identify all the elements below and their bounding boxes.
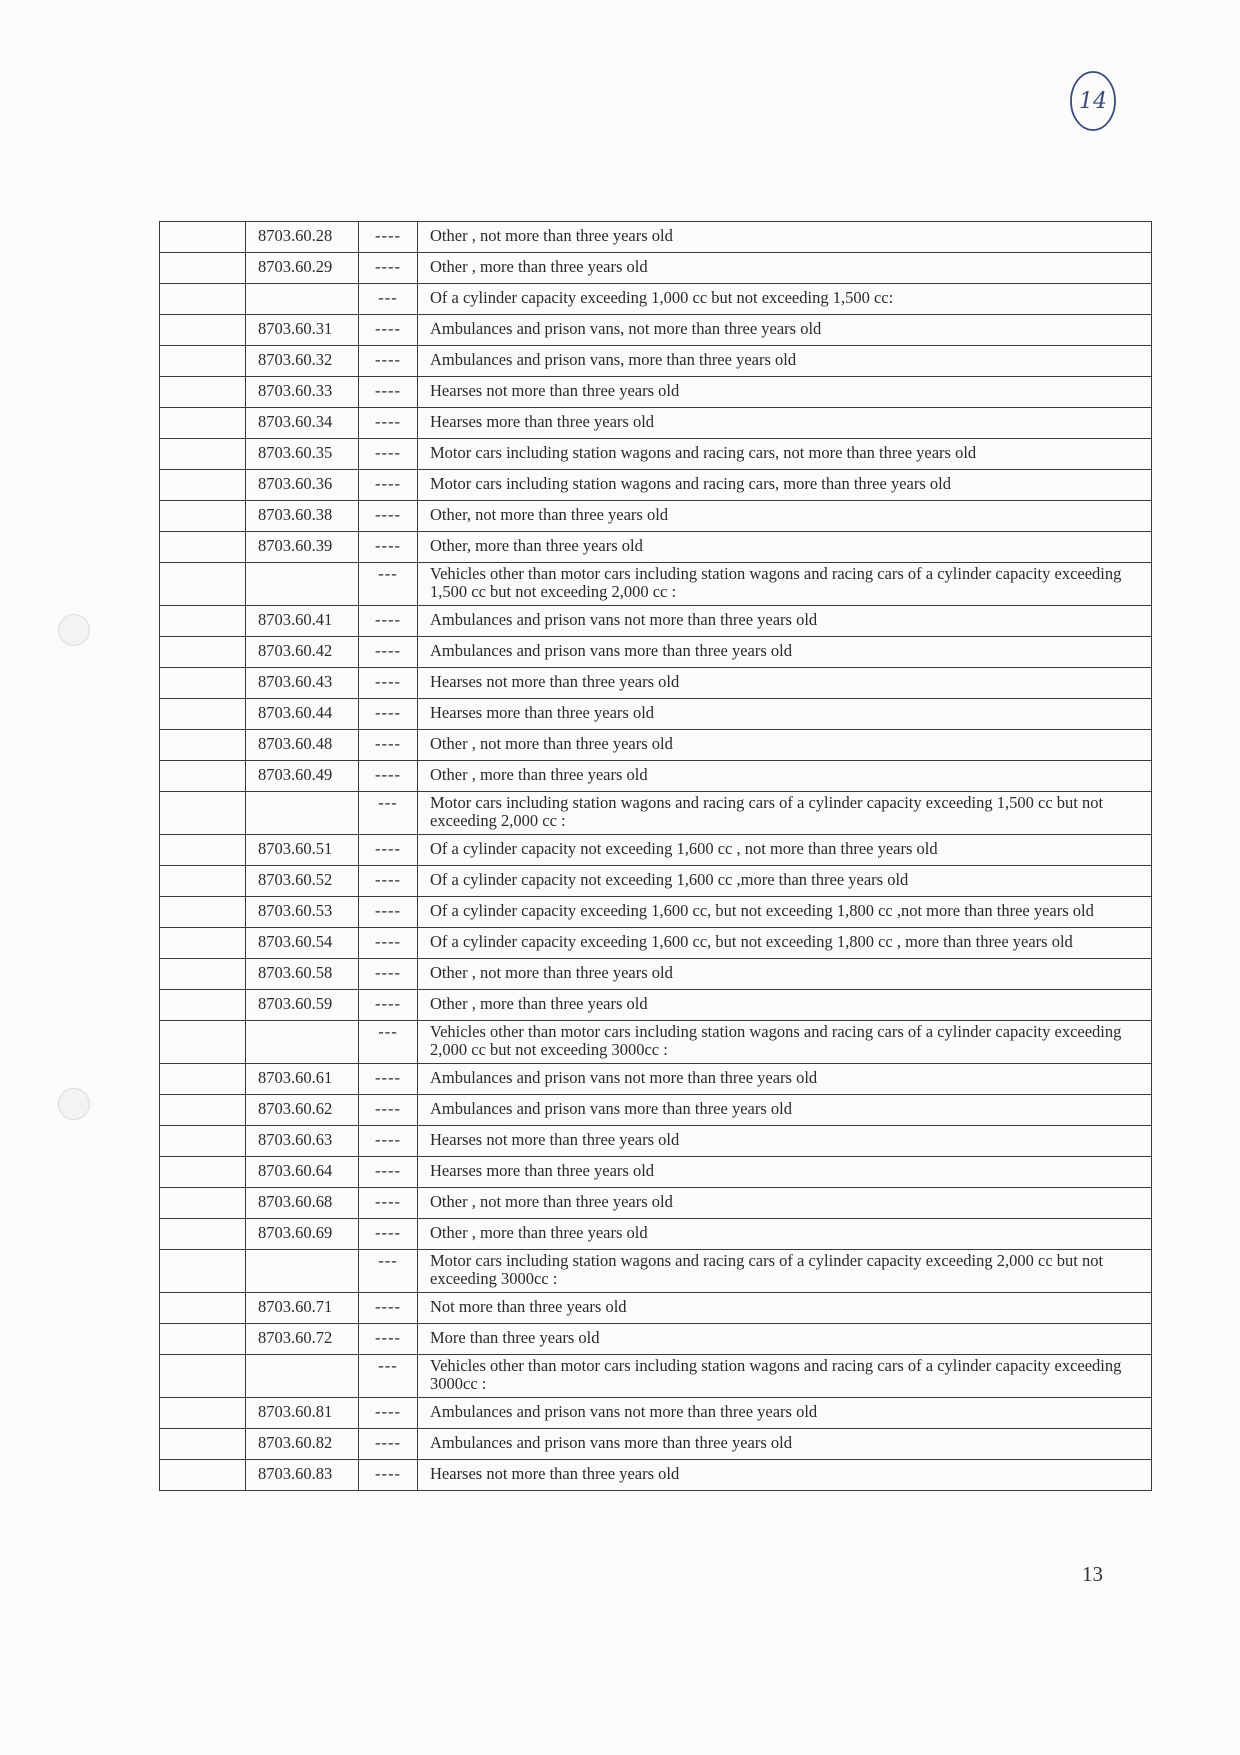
table-row <box>160 346 1152 377</box>
tariff-code-cell: 8703.60.54 <box>246 928 359 959</box>
dash-cell: ---- <box>359 761 418 792</box>
dash-cell: --- <box>359 563 418 606</box>
description-cell: Ambulances and prison vans not more than three years old <box>418 1064 1152 1095</box>
table-row <box>160 866 1152 897</box>
blank-cell <box>160 1157 246 1188</box>
tariff-code-cell <box>246 563 359 606</box>
dash-cell: ---- <box>359 928 418 959</box>
description-cell: Other , not more than three years old <box>418 959 1152 990</box>
dash-cell: ---- <box>359 346 418 377</box>
dash-cell: ---- <box>359 1460 418 1491</box>
blank-cell <box>160 1355 246 1398</box>
svg-text:14: 14 <box>1079 89 1107 114</box>
description-cell: Of a cylinder capacity exceeding 1,000 cc but not exceeding 1,500 cc: <box>418 284 1152 315</box>
blank-cell <box>160 959 246 990</box>
blank-cell <box>160 470 246 501</box>
dash-cell: ---- <box>359 1064 418 1095</box>
description-cell: Of a cylinder capacity not exceeding 1,600 cc , not more than three years old <box>418 835 1152 866</box>
blank-cell <box>160 222 246 253</box>
description-cell: Vehicles other than motor cars including station wagons and racing cars of a cylinder capacity exceeding 1,500 cc but not exceeding 2,000 cc : <box>418 563 1152 606</box>
dash-cell: ---- <box>359 1398 418 1429</box>
dash-cell: ---- <box>359 1219 418 1250</box>
dash-cell: ---- <box>359 532 418 563</box>
dash-cell: ---- <box>359 501 418 532</box>
description-cell: Other , more than three years old <box>418 253 1152 284</box>
tariff-code-cell: 8703.60.28 <box>246 222 359 253</box>
description-cell: Motor cars including station wagons and racing cars, not more than three years old <box>418 439 1152 470</box>
blank-cell <box>160 346 246 377</box>
table-row <box>160 637 1152 668</box>
tariff-code-cell: 8703.60.35 <box>246 439 359 470</box>
table-row <box>160 897 1152 928</box>
tariff-code-cell: 8703.60.81 <box>246 1398 359 1429</box>
blank-cell <box>160 284 246 315</box>
tariff-code-cell: 8703.60.44 <box>246 699 359 730</box>
dash-cell: ---- <box>359 1324 418 1355</box>
tariff-code-cell: 8703.60.39 <box>246 532 359 563</box>
blank-cell <box>160 761 246 792</box>
tariff-code-cell: 8703.60.29 <box>246 253 359 284</box>
blank-cell <box>160 408 246 439</box>
table-row <box>160 222 1152 253</box>
tariff-code-cell <box>246 1021 359 1064</box>
description-cell: Other , more than three years old <box>418 761 1152 792</box>
blank-cell <box>160 1293 246 1324</box>
blank-cell <box>160 532 246 563</box>
blank-cell <box>160 253 246 284</box>
blank-cell <box>160 928 246 959</box>
tariff-code-cell: 8703.60.34 <box>246 408 359 439</box>
table-row <box>160 730 1152 761</box>
dash-cell: ---- <box>359 439 418 470</box>
tariff-code-cell <box>246 284 359 315</box>
table-row <box>160 1064 1152 1095</box>
tariff-code-cell: 8703.60.53 <box>246 897 359 928</box>
tariff-code-cell: 8703.60.83 <box>246 1460 359 1491</box>
blank-cell <box>160 501 246 532</box>
description-cell: Other, more than three years old <box>418 532 1152 563</box>
dash-cell: ---- <box>359 1188 418 1219</box>
table-row <box>160 990 1152 1021</box>
table-row <box>160 408 1152 439</box>
tariff-code-cell: 8703.60.72 <box>246 1324 359 1355</box>
dash-cell: ---- <box>359 990 418 1021</box>
description-cell: Ambulances and prison vans not more than three years old <box>418 1398 1152 1429</box>
tariff-code-cell: 8703.60.62 <box>246 1095 359 1126</box>
dash-cell: ---- <box>359 835 418 866</box>
blank-cell <box>160 1188 246 1219</box>
description-cell: Vehicles other than motor cars including station wagons and racing cars of a cylinder capacity exceeding 2,000 cc but not exceeding 3000cc : <box>418 1021 1152 1064</box>
description-cell: Ambulances and prison vans, not more than three years old <box>418 315 1152 346</box>
dash-cell: ---- <box>359 222 418 253</box>
description-cell: Ambulances and prison vans more than three years old <box>418 1095 1152 1126</box>
blank-cell <box>160 792 246 835</box>
description-cell: Of a cylinder capacity exceeding 1,600 cc, but not exceeding 1,800 cc ,not more than three years old <box>418 897 1152 928</box>
dash-cell: --- <box>359 284 418 315</box>
table-row <box>160 1293 1152 1324</box>
dash-cell: ---- <box>359 699 418 730</box>
table-row <box>160 1324 1152 1355</box>
description-cell: Motor cars including station wagons and racing cars of a cylinder capacity exceeding 2,000 cc but not exceeding 3000cc : <box>418 1250 1152 1293</box>
table-row <box>160 606 1152 637</box>
description-cell: Other , more than three years old <box>418 1219 1152 1250</box>
dash-cell: ---- <box>359 730 418 761</box>
tariff-code-cell: 8703.60.43 <box>246 668 359 699</box>
dash-cell: ---- <box>359 897 418 928</box>
description-cell: Hearses more than three years old <box>418 408 1152 439</box>
table-row <box>160 1157 1152 1188</box>
tariff-code-cell: 8703.60.52 <box>246 866 359 897</box>
tariff-code-cell: 8703.60.82 <box>246 1429 359 1460</box>
table-row <box>160 699 1152 730</box>
tariff-code-cell: 8703.60.41 <box>246 606 359 637</box>
dash-cell: ---- <box>359 1429 418 1460</box>
tariff-code-cell <box>246 1355 359 1398</box>
dash-cell: --- <box>359 1021 418 1064</box>
tariff-code-cell: 8703.60.59 <box>246 990 359 1021</box>
description-cell: Not more than three years old <box>418 1293 1152 1324</box>
table-row <box>160 1126 1152 1157</box>
dash-cell: ---- <box>359 606 418 637</box>
blank-cell <box>160 1095 246 1126</box>
tariff-code-cell: 8703.60.42 <box>246 637 359 668</box>
blank-cell <box>160 563 246 606</box>
table-row <box>160 792 1152 835</box>
blank-cell <box>160 1064 246 1095</box>
description-cell: Hearses not more than three years old <box>418 1460 1152 1491</box>
blank-cell <box>160 1219 246 1250</box>
blank-cell <box>160 315 246 346</box>
blank-cell <box>160 439 246 470</box>
dash-cell: ---- <box>359 1293 418 1324</box>
tariff-code-cell: 8703.60.69 <box>246 1219 359 1250</box>
dash-cell: ---- <box>359 866 418 897</box>
tariff-code-cell: 8703.60.71 <box>246 1293 359 1324</box>
page-number: 13 <box>1082 1562 1103 1586</box>
blank-cell <box>160 1398 246 1429</box>
dash-cell: ---- <box>359 1095 418 1126</box>
table-row <box>160 1219 1152 1250</box>
table-row <box>160 377 1152 408</box>
table-row <box>160 1460 1152 1491</box>
dash-cell: --- <box>359 1250 418 1293</box>
blank-cell <box>160 866 246 897</box>
table-row <box>160 1095 1152 1126</box>
tariff-code-cell: 8703.60.38 <box>246 501 359 532</box>
tariff-code-cell: 8703.60.64 <box>246 1157 359 1188</box>
table-row <box>160 470 1152 501</box>
description-cell: Of a cylinder capacity not exceeding 1,600 cc ,more than three years old <box>418 866 1152 897</box>
table-row <box>160 959 1152 990</box>
description-cell: Ambulances and prison vans more than three years old <box>418 1429 1152 1460</box>
blank-cell <box>160 990 246 1021</box>
dash-cell: ---- <box>359 1157 418 1188</box>
description-cell: Hearses more than three years old <box>418 699 1152 730</box>
table-row <box>160 563 1152 606</box>
tariff-code-cell: 8703.60.48 <box>246 730 359 761</box>
tariff-table-body <box>160 222 1152 1491</box>
dash-cell: ---- <box>359 377 418 408</box>
table-row <box>160 668 1152 699</box>
description-cell: Hearses more than three years old <box>418 1157 1152 1188</box>
dash-cell: ---- <box>359 470 418 501</box>
table-row <box>160 1250 1152 1293</box>
table-row <box>160 928 1152 959</box>
description-cell: Ambulances and prison vans, more than three years old <box>418 346 1152 377</box>
table-row <box>160 761 1152 792</box>
description-cell: Hearses not more than three years old <box>418 668 1152 699</box>
table-row <box>160 1021 1152 1064</box>
table-row <box>160 1355 1152 1398</box>
table-row <box>160 1429 1152 1460</box>
description-cell: Other , not more than three years old <box>418 730 1152 761</box>
description-cell: Vehicles other than motor cars including station wagons and racing cars of a cylinder capacity exceeding 3000cc : <box>418 1355 1152 1398</box>
tariff-code-cell: 8703.60.58 <box>246 959 359 990</box>
dash-cell: ---- <box>359 1126 418 1157</box>
tariff-code-cell: 8703.60.51 <box>246 835 359 866</box>
description-cell: Motor cars including station wagons and racing cars of a cylinder capacity exceeding 1,500 cc but not exceeding 2,000 cc : <box>418 792 1152 835</box>
blank-cell <box>160 1021 246 1064</box>
blank-cell <box>160 377 246 408</box>
blank-cell <box>160 1460 246 1491</box>
blank-cell <box>160 1429 246 1460</box>
dash-cell: ---- <box>359 668 418 699</box>
tariff-code-cell <box>246 792 359 835</box>
dash-cell: --- <box>359 792 418 835</box>
table-row <box>160 315 1152 346</box>
blank-cell <box>160 606 246 637</box>
tariff-code-cell: 8703.60.68 <box>246 1188 359 1219</box>
dash-cell: ---- <box>359 408 418 439</box>
tariff-code-cell: 8703.60.63 <box>246 1126 359 1157</box>
blank-cell <box>160 835 246 866</box>
tariff-code-cell: 8703.60.61 <box>246 1064 359 1095</box>
description-cell: More than three years old <box>418 1324 1152 1355</box>
table-row <box>160 835 1152 866</box>
blank-cell <box>160 1126 246 1157</box>
dash-cell: ---- <box>359 253 418 284</box>
description-cell: Other , not more than three years old <box>418 1188 1152 1219</box>
table-row <box>160 501 1152 532</box>
blank-cell <box>160 1324 246 1355</box>
table-row <box>160 1188 1152 1219</box>
blank-cell <box>160 1250 246 1293</box>
description-cell: Ambulances and prison vans more than three years old <box>418 637 1152 668</box>
tariff-code-cell: 8703.60.31 <box>246 315 359 346</box>
description-cell: Hearses not more than three years old <box>418 377 1152 408</box>
table-row <box>160 253 1152 284</box>
description-cell: Motor cars including station wagons and racing cars, more than three years old <box>418 470 1152 501</box>
dash-cell: ---- <box>359 315 418 346</box>
blank-cell <box>160 730 246 761</box>
table-row <box>160 439 1152 470</box>
blank-cell <box>160 699 246 730</box>
tariff-code-cell: 8703.60.33 <box>246 377 359 408</box>
dash-cell: --- <box>359 1355 418 1398</box>
punch-hole-top <box>58 614 90 646</box>
blank-cell <box>160 668 246 699</box>
description-cell: Hearses not more than three years old <box>418 1126 1152 1157</box>
tariff-code-cell: 8703.60.49 <box>246 761 359 792</box>
dash-cell: ---- <box>359 959 418 990</box>
tariff-code-cell: 8703.60.36 <box>246 470 359 501</box>
description-cell: Of a cylinder capacity exceeding 1,600 cc, but not exceeding 1,800 cc , more than three years old <box>418 928 1152 959</box>
description-cell: Ambulances and prison vans not more than three years old <box>418 606 1152 637</box>
table-row <box>160 284 1152 315</box>
handwritten-folio-stamp <box>1068 68 1118 134</box>
blank-cell <box>160 637 246 668</box>
tariff-code-cell: 8703.60.32 <box>246 346 359 377</box>
blank-cell <box>160 897 246 928</box>
punch-hole-bottom <box>58 1088 90 1120</box>
description-cell: Other , more than three years old <box>418 990 1152 1021</box>
table-row <box>160 1398 1152 1429</box>
dash-cell: ---- <box>359 637 418 668</box>
table-row <box>160 532 1152 563</box>
description-cell: Other, not more than three years old <box>418 501 1152 532</box>
tariff-code-cell <box>246 1250 359 1293</box>
tariff-table <box>159 221 1152 1491</box>
description-cell: Other , not more than three years old <box>418 222 1152 253</box>
